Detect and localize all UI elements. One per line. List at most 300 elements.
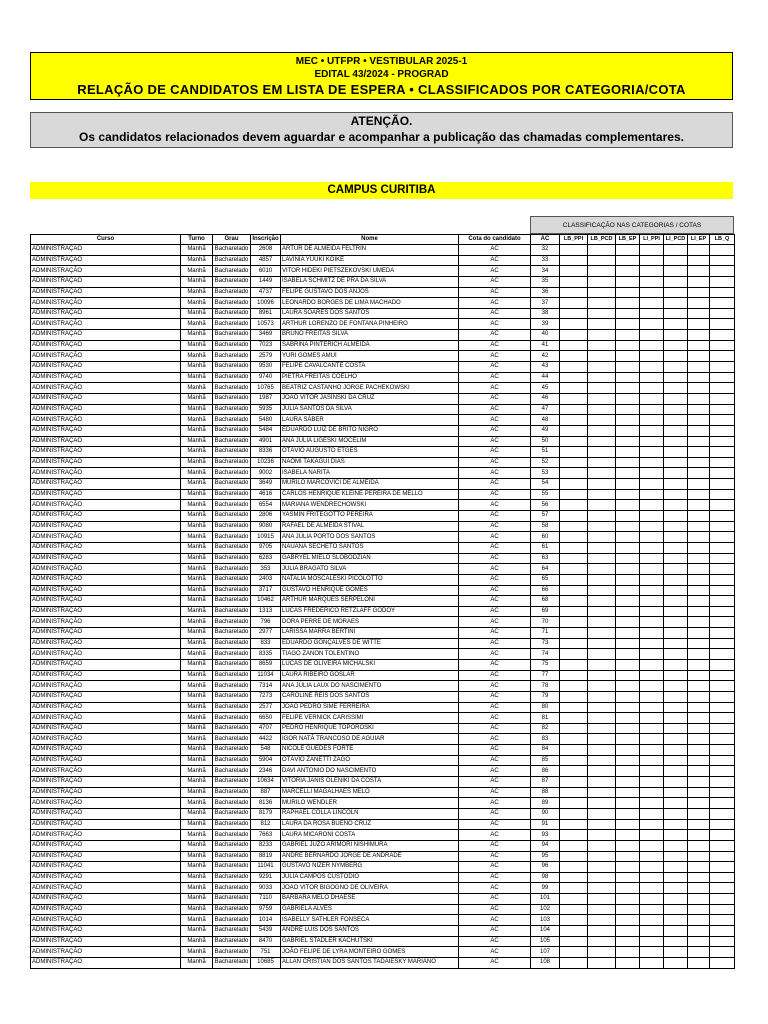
empty-category-cell [640,415,664,426]
table-cell: 10573 [251,319,281,330]
table-cell: 61 [531,542,560,553]
table-cell: AC [459,926,531,937]
table-cell: 8335 [251,649,281,660]
table-cell: ADMINISTRAÇÃO [31,489,181,500]
empty-category-cell [688,532,710,543]
empty-category-cell [588,330,616,341]
empty-category-cell [688,947,710,958]
table-row [31,255,735,266]
table-cell: LEONARDO BORGES DE LIMA MACHADO [281,298,459,309]
table-cell: JULIA BRAGATO SILVA [281,564,459,575]
col-header: LI_PCD [664,235,688,245]
table-cell: Bacharelado [213,393,251,404]
table-cell: 6650 [251,713,281,724]
table-cell: Bacharelado [213,362,251,373]
table-cell: 353 [251,564,281,575]
empty-category-cell [616,734,640,745]
table-cell: AC [459,830,531,841]
empty-category-cell [560,723,588,734]
table-row [31,649,735,660]
table-cell: 2806 [251,511,281,522]
table-cell: FELIPE VERNICK CARISSIMI [281,713,459,724]
table-cell: 9002 [251,468,281,479]
table-cell: Bacharelado [213,808,251,819]
table-cell: ADMINISTRAÇÃO [31,649,181,660]
table-cell: ADMINISTRAÇÃO [31,585,181,596]
empty-category-cell [588,851,616,862]
empty-category-cell [588,617,616,628]
table-cell: Manhã [181,840,213,851]
col-header: Turno [181,235,213,245]
empty-category-cell [616,947,640,958]
table-cell: ADMINISTRAÇÃO [31,883,181,894]
table-cell: ADMINISTRAÇÃO [31,915,181,926]
table-cell: AC [459,457,531,468]
table-cell: 66 [531,585,560,596]
empty-category-cell [640,542,664,553]
empty-category-cell [588,468,616,479]
table-cell: Manhã [181,245,213,256]
table-cell: Bacharelado [213,564,251,575]
table-cell: 9080 [251,521,281,532]
table-cell: AC [459,574,531,585]
table-cell: Bacharelado [213,404,251,415]
empty-category-cell [560,532,588,543]
table-cell: 833 [251,638,281,649]
empty-category-cell [588,266,616,277]
empty-category-cell [710,904,735,915]
table-cell: Bacharelado [213,351,251,362]
table-cell: Manhã [181,511,213,522]
empty-category-cell [710,798,735,809]
empty-category-cell [616,596,640,607]
table-cell: AC [459,596,531,607]
empty-category-cell [664,436,688,447]
empty-category-cell [616,415,640,426]
table-cell: 10462 [251,596,281,607]
empty-category-cell [710,691,735,702]
empty-category-cell [688,670,710,681]
table-cell: Bacharelado [213,628,251,639]
empty-category-cell [640,638,664,649]
table-cell: PIETRA FREITAS COELHO [281,372,459,383]
col-header: LB_EP [616,235,640,245]
empty-category-cell [588,638,616,649]
table-row [31,606,735,617]
table-cell: AC [459,479,531,490]
empty-category-cell [588,798,616,809]
empty-category-cell [688,362,710,373]
empty-category-cell [588,819,616,830]
table-cell: Bacharelado [213,245,251,256]
empty-category-cell [710,436,735,447]
empty-category-cell [640,830,664,841]
table-cell: 38 [531,308,560,319]
empty-category-cell [688,319,710,330]
table-cell: ADMINISTRAÇÃO [31,479,181,490]
empty-category-cell [710,457,735,468]
empty-category-cell [688,659,710,670]
empty-category-cell [664,372,688,383]
table-cell: ADMINISTRAÇÃO [31,798,181,809]
empty-category-cell [616,745,640,756]
table-cell: EDUARDO GONÇALVES DE WITTE [281,638,459,649]
empty-category-cell [616,691,640,702]
table-cell: ADMINISTRAÇÃO [31,872,181,883]
empty-category-cell [710,308,735,319]
table-cell: 54 [531,479,560,490]
table-cell: Manhã [181,404,213,415]
empty-category-cell [710,479,735,490]
table-cell: 34 [531,266,560,277]
table-row [31,798,735,809]
empty-category-cell [588,521,616,532]
table-cell: 64 [531,564,560,575]
empty-category-cell [588,383,616,394]
empty-category-cell [664,393,688,404]
empty-category-cell [688,883,710,894]
empty-category-cell [616,723,640,734]
table-cell: 75 [531,659,560,670]
empty-category-cell [560,628,588,639]
table-cell: 11041 [251,862,281,873]
empty-category-cell [664,532,688,543]
empty-category-cell [588,777,616,788]
table-cell: AC [459,276,531,287]
empty-category-cell [664,628,688,639]
empty-category-cell [664,691,688,702]
empty-category-cell [688,287,710,298]
empty-category-cell [688,383,710,394]
table-row [31,915,735,926]
empty-category-cell [616,808,640,819]
table-cell: 47 [531,404,560,415]
empty-category-cell [710,840,735,851]
table-cell: Manhã [181,628,213,639]
empty-category-cell [560,702,588,713]
table-cell: 90 [531,808,560,819]
empty-category-cell [688,404,710,415]
empty-category-cell [710,276,735,287]
table-cell: ADMINISTRAÇÃO [31,830,181,841]
empty-category-cell [560,638,588,649]
table-row [31,372,735,383]
empty-category-cell [640,915,664,926]
col-header: Inscrição [251,235,281,245]
empty-category-cell [710,372,735,383]
table-cell: 86 [531,766,560,777]
table-row [31,723,735,734]
empty-category-cell [688,511,710,522]
empty-category-cell [640,670,664,681]
empty-category-cell [588,723,616,734]
table-cell: ADMINISTRAÇÃO [31,926,181,937]
table-cell: Manhã [181,798,213,809]
empty-category-cell [640,777,664,788]
table-cell: Bacharelado [213,947,251,958]
table-cell: Bacharelado [213,340,251,351]
table-row [31,830,735,841]
empty-category-cell [664,894,688,905]
table-cell: Manhã [181,638,213,649]
empty-category-cell [640,840,664,851]
empty-category-cell [664,681,688,692]
table-cell: 40 [531,330,560,341]
table-cell: ADMINISTRAÇÃO [31,532,181,543]
empty-category-cell [710,245,735,256]
empty-category-cell [588,393,616,404]
table-cell: AC [459,798,531,809]
header-line-1: MEC • UTFPR • VESTIBULAR 2025-1 [295,56,468,67]
table-cell: CARLOS HENRIQUE KLEINE PEREIRA DE MELLO [281,489,459,500]
empty-category-cell [560,276,588,287]
col-header: LI_PPI [640,235,664,245]
table-cell: ADMINISTRAÇÃO [31,936,181,947]
empty-category-cell [560,936,588,947]
empty-category-cell [560,904,588,915]
table-cell: AC [459,287,531,298]
table-cell: Manhã [181,308,213,319]
table-cell: 46 [531,393,560,404]
table-row [31,883,735,894]
table-row [31,404,735,415]
empty-category-cell [688,723,710,734]
table-cell: ADMINISTRAÇÃO [31,596,181,607]
table-cell: 5480 [251,415,281,426]
empty-category-cell [588,425,616,436]
empty-category-cell [560,745,588,756]
table-row [31,691,735,702]
empty-category-cell [560,617,588,628]
empty-category-cell [588,404,616,415]
table-cell: Manhã [181,298,213,309]
empty-category-cell [640,447,664,458]
table-cell: 83 [531,734,560,745]
empty-category-cell [688,872,710,883]
empty-category-cell [688,628,710,639]
empty-category-cell [710,564,735,575]
empty-category-cell [640,330,664,341]
empty-category-cell [664,840,688,851]
empty-category-cell [640,574,664,585]
table-cell: Bacharelado [213,266,251,277]
empty-category-cell [688,606,710,617]
empty-category-cell [664,808,688,819]
table-cell: Bacharelado [213,872,251,883]
table-cell: ADMINISTRAÇÃO [31,862,181,873]
table-cell: JOAO VITOR BIGOGNO DE OLIVEIRA [281,883,459,894]
table-cell: 4737 [251,287,281,298]
empty-category-cell [560,766,588,777]
empty-category-cell [616,521,640,532]
empty-category-cell [560,383,588,394]
empty-category-cell [616,298,640,309]
empty-category-cell [588,872,616,883]
table-cell: JOÃO FELIPE DE LYRA MONTEIRO GOMES [281,947,459,958]
table-cell: AC [459,691,531,702]
table-cell: Manhã [181,787,213,798]
empty-category-cell [710,957,735,968]
table-cell: Bacharelado [213,681,251,692]
table-cell: Manhã [181,276,213,287]
table-cell: AC [459,915,531,926]
table-cell: Manhã [181,862,213,873]
empty-category-cell [588,564,616,575]
empty-category-cell [710,670,735,681]
empty-category-cell [664,766,688,777]
table-cell: ADMINISTRAÇÃO [31,383,181,394]
col-header: Nome [281,235,459,245]
table-cell: 10685 [251,957,281,968]
table-cell: 94 [531,840,560,851]
table-cell: 101 [531,894,560,905]
table-cell: 5904 [251,755,281,766]
table-cell: ANA JULIA LIGESKI MOCELIM [281,436,459,447]
empty-category-cell [616,638,640,649]
table-cell: CAROLINE REIS DOS SANTOS [281,691,459,702]
empty-category-cell [588,957,616,968]
col-header: LB_Q [710,235,735,245]
empty-category-cell [616,330,640,341]
table-cell: AC [459,840,531,851]
empty-category-cell [688,638,710,649]
table-cell: 69 [531,606,560,617]
empty-category-cell [710,511,735,522]
empty-category-cell [560,777,588,788]
empty-category-cell [588,936,616,947]
table-cell: 57 [531,511,560,522]
empty-category-cell [710,319,735,330]
empty-category-cell [560,798,588,809]
table-cell: Bacharelado [213,308,251,319]
empty-category-cell [616,606,640,617]
empty-category-cell [640,500,664,511]
empty-category-cell [588,606,616,617]
empty-category-cell [560,245,588,256]
empty-category-cell [664,596,688,607]
table-row [31,585,735,596]
table-cell: JOAO PEDRO SIME FERREIRA [281,702,459,713]
table-cell: AC [459,819,531,830]
table-row [31,447,735,458]
empty-category-cell [688,926,710,937]
table-cell: 1449 [251,276,281,287]
table-cell: Bacharelado [213,830,251,841]
table-cell: AC [459,787,531,798]
table-cell: Manhã [181,447,213,458]
empty-category-cell [588,713,616,724]
empty-category-cell [588,351,616,362]
table-cell: Bacharelado [213,457,251,468]
table-cell: Manhã [181,766,213,777]
table-row [31,851,735,862]
empty-category-cell [664,308,688,319]
empty-category-cell [688,808,710,819]
table-cell: ANDRÉ LUIS DOS SANTOS [281,926,459,937]
empty-category-cell [688,447,710,458]
table-cell: ADMINISTRAÇÃO [31,319,181,330]
table-cell: 80 [531,702,560,713]
empty-category-cell [664,670,688,681]
empty-category-cell [688,862,710,873]
empty-category-cell [640,596,664,607]
table-cell: 10765 [251,383,281,394]
empty-category-cell [560,308,588,319]
empty-category-cell [664,926,688,937]
table-cell: ADMINISTRAÇÃO [31,617,181,628]
empty-category-cell [616,489,640,500]
table-cell: 3469 [251,330,281,341]
empty-category-cell [640,436,664,447]
empty-category-cell [640,649,664,660]
table-cell: ADMINISTRAÇÃO [31,564,181,575]
table-cell: AC [459,713,531,724]
table-cell: Bacharelado [213,649,251,660]
empty-category-cell [588,691,616,702]
empty-category-cell [688,585,710,596]
table-row [31,362,735,373]
table-cell: Manhã [181,606,213,617]
table-cell: ADMINISTRAÇÃO [31,415,181,426]
empty-category-cell [688,425,710,436]
table-cell: Bacharelado [213,638,251,649]
table-cell: AC [459,489,531,500]
table-cell: Bacharelado [213,691,251,702]
empty-category-cell [664,659,688,670]
empty-category-cell [616,383,640,394]
empty-category-cell [664,489,688,500]
empty-category-cell [616,787,640,798]
table-cell: AC [459,500,531,511]
table-cell: ADMINISTRAÇÃO [31,808,181,819]
empty-category-cell [710,468,735,479]
empty-category-cell [664,883,688,894]
table-row [31,819,735,830]
table-cell: Manhã [181,926,213,937]
empty-category-cell [710,415,735,426]
classification-header: CLASSIFICAÇÃO NAS CATEGORIAS / COTAS [530,216,734,234]
table-cell: RAPHAEL COLLA LINCOLN [281,808,459,819]
empty-category-cell [640,851,664,862]
document-header [30,52,733,100]
table-row [31,308,735,319]
table-cell: Manhã [181,319,213,330]
empty-category-cell [616,308,640,319]
empty-category-cell [640,957,664,968]
empty-category-cell [560,851,588,862]
empty-category-cell [560,957,588,968]
table-cell: 78 [531,681,560,692]
table-cell: GABRIEL STADLER KACHUTSKI [281,936,459,947]
empty-category-cell [588,308,616,319]
empty-category-cell [710,351,735,362]
table-cell: 9759 [251,904,281,915]
empty-category-cell [616,798,640,809]
empty-category-cell [688,840,710,851]
empty-category-cell [616,830,640,841]
empty-category-cell [710,425,735,436]
table-row [31,319,735,330]
table-cell: AC [459,702,531,713]
table-row [31,500,735,511]
empty-category-cell [688,904,710,915]
table-cell: ADMINISTRAÇÃO [31,819,181,830]
empty-category-cell [688,330,710,341]
table-cell: AC [459,255,531,266]
table-cell: 43 [531,362,560,373]
table-cell: AC [459,766,531,777]
col-header: LB_PCD [588,235,616,245]
